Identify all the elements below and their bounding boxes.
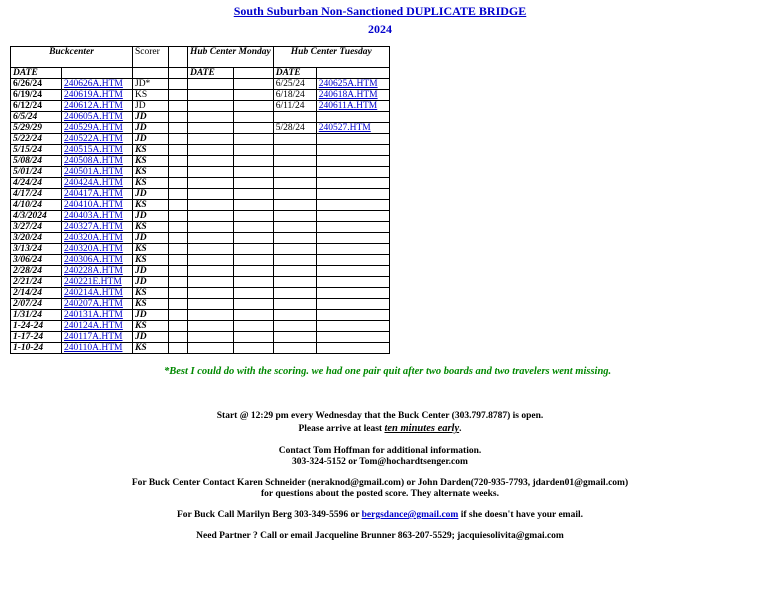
scorer: KS [133, 288, 169, 299]
table-row [11, 266, 390, 277]
monday-date [188, 112, 234, 123]
buck-date: 6/5/24 [11, 112, 62, 123]
table-row [11, 90, 390, 101]
monday-file-link [233, 123, 273, 134]
marilyn-line [0, 510, 760, 521]
arrive-emphasis: ten minutes early [384, 423, 460, 434]
monday-file-link [233, 145, 273, 156]
header-buckcenter: Buckcenter [11, 47, 133, 68]
blank-cell [169, 189, 188, 200]
scorer: JD [133, 134, 169, 145]
blank-cell [169, 79, 188, 90]
table-row [11, 233, 390, 244]
marilyn-suffix: if she doesn't have your email. [458, 510, 583, 520]
table-row [11, 79, 390, 90]
monday-file-link [233, 156, 273, 167]
buck-date: 1-17-24 [11, 332, 62, 343]
buck-date: 6/12/24 [11, 101, 62, 112]
monday-date [188, 233, 234, 244]
monday-file-link [233, 321, 273, 332]
header-blank [169, 47, 188, 68]
buck-file-link[interactable]: 240529A.HTM [62, 123, 133, 134]
buck-date: 3/06/24 [11, 255, 62, 266]
arrive-line [0, 423, 760, 435]
date-label-tuesday: DATE [273, 68, 316, 79]
buck-file-link[interactable]: 240619A.HTM [62, 90, 133, 101]
scorer: KS [133, 255, 169, 266]
blank-cell [169, 255, 188, 266]
tuesday-date [273, 288, 316, 299]
table-row [11, 332, 390, 343]
blank-cell [169, 68, 188, 79]
tuesday-file-link [316, 255, 389, 266]
table-row [11, 112, 390, 123]
blank-cell [169, 211, 188, 222]
scorer: JD [133, 211, 169, 222]
monday-file-link [233, 200, 273, 211]
blank-cell [169, 288, 188, 299]
monday-file-link [233, 244, 273, 255]
table-row [11, 288, 390, 299]
page-title[interactable]: South Suburban Non-Sanctioned DUPLICATE BRIDGE [233, 4, 527, 18]
blank-cell [169, 321, 188, 332]
blank-cell [169, 299, 188, 310]
tuesday-file-link [316, 233, 389, 244]
tuesday-file-link[interactable]: 240618A.HTM [316, 90, 389, 101]
blank-cell [169, 178, 188, 189]
buck-file-link[interactable]: 240221E.HTM [62, 277, 133, 288]
contact-phone: 303-324-5152 or Tom@hochardtsenger.com [292, 457, 468, 467]
blank-cell [133, 68, 169, 79]
tuesday-file-link [316, 244, 389, 255]
buck-contact-line: For Buck Center Contact Karen Schneider (neraknod@gmail.com) or John Darden(720-935-7793, jdarden01@gmail.com) [131, 478, 629, 488]
scoring-note: *Best I could do with the scoring. we had one pair quit after two boards and two travelers went missing. [164, 366, 612, 377]
table-row [11, 299, 390, 310]
monday-date [188, 101, 234, 112]
buck-file-link[interactable]: 240124A.HTM [62, 321, 133, 332]
monday-file-link [233, 288, 273, 299]
monday-date [188, 288, 234, 299]
tuesday-date [273, 145, 316, 156]
buck-date: 2/14/24 [11, 288, 62, 299]
buck-date: 3/20/24 [11, 233, 62, 244]
table-row [11, 244, 390, 255]
buck-file-link[interactable]: 240508A.HTM [62, 156, 133, 167]
header-scorer: Scorer [133, 47, 169, 68]
monday-file-link [233, 189, 273, 200]
tuesday-file-link [316, 211, 389, 222]
tuesday-date [273, 299, 316, 310]
blank-cell [233, 68, 273, 79]
monday-file-link [233, 134, 273, 145]
blank-cell [169, 90, 188, 101]
table-row [11, 134, 390, 145]
monday-date [188, 167, 234, 178]
marilyn-email-link[interactable]: bergsdance@gmail.com [361, 510, 459, 520]
blank-cell [169, 332, 188, 343]
buck-date: 4/17/24 [11, 189, 62, 200]
table-row [11, 123, 390, 134]
tuesday-file-link[interactable]: 240527.HTM [316, 123, 389, 134]
tuesday-date [273, 112, 316, 123]
table-row [11, 200, 390, 211]
buck-file-link[interactable]: 240417A.HTM [62, 189, 133, 200]
tuesday-date [273, 310, 316, 321]
monday-file-link [233, 222, 273, 233]
scorer: KS [133, 178, 169, 189]
table-row [11, 211, 390, 222]
tuesday-date [273, 156, 316, 167]
schedule-table [10, 46, 390, 354]
scorer: JD* [133, 79, 169, 90]
monday-file-link [233, 112, 273, 123]
tuesday-file-link[interactable]: 240611A.HTM [316, 101, 389, 112]
buck-file-link[interactable]: 240131A.HTM [62, 310, 133, 321]
monday-date [188, 211, 234, 222]
monday-date [188, 156, 234, 167]
monday-date [188, 200, 234, 211]
date-label-row [11, 68, 390, 79]
table-header-row [11, 47, 390, 68]
buck-date: 1-10-24 [11, 343, 62, 354]
tuesday-date [273, 321, 316, 332]
monday-date [188, 321, 234, 332]
buck-file-link[interactable]: 240501A.HTM [62, 167, 133, 178]
blank-cell [169, 277, 188, 288]
buck-date: 4/3/2024 [11, 211, 62, 222]
scorer: KS [133, 145, 169, 156]
monday-date [188, 266, 234, 277]
buck-file-link[interactable]: 240228A.HTM [62, 266, 133, 277]
monday-file-link [233, 79, 273, 90]
blank-cell [169, 222, 188, 233]
tuesday-date: 5/28/24 [273, 123, 316, 134]
tuesday-file-link[interactable]: 240625A.HTM [316, 79, 389, 90]
scorer: JD [133, 332, 169, 343]
partner-line: Need Partner ? Call or email Jacqueline Brunner 863-207-5529; jacquiesolivita@gmai.com [196, 531, 564, 541]
tuesday-date [273, 343, 316, 354]
tuesday-date: 6/25/24 [273, 79, 316, 90]
buck-file-link[interactable]: 240410A.HTM [62, 200, 133, 211]
buck-contact-line2: for questions about the posted score. They alternate weeks. [260, 489, 500, 499]
monday-date [188, 123, 234, 134]
buck-date: 4/24/24 [11, 178, 62, 189]
buck-date: 6/19/24 [11, 90, 62, 101]
scorer: KS [133, 222, 169, 233]
buck-date: 5/22/24 [11, 134, 62, 145]
tuesday-date [273, 244, 316, 255]
monday-file-link [233, 299, 273, 310]
buck-file-link[interactable]: 240403A.HTM [62, 211, 133, 222]
monday-file-link [233, 266, 273, 277]
tuesday-date [273, 233, 316, 244]
table-row [11, 101, 390, 112]
blank-cell [169, 244, 188, 255]
monday-date [188, 255, 234, 266]
tuesday-file-link [316, 222, 389, 233]
buck-file-link[interactable]: 240626A.HTM [62, 79, 133, 90]
start-line: Start @ 12:29 pm every Wednesday that the Buck Center (303.797.8787) is open. [216, 411, 544, 421]
tuesday-file-link [316, 189, 389, 200]
buck-date: 1-24-24 [11, 321, 62, 332]
tuesday-date [273, 211, 316, 222]
date-label-buck: DATE [11, 68, 62, 79]
monday-file-link [233, 277, 273, 288]
tuesday-date: 6/18/24 [273, 90, 316, 101]
monday-file-link [233, 101, 273, 112]
tuesday-date [273, 332, 316, 343]
buck-date: 2/21/24 [11, 277, 62, 288]
scorer: KS [133, 343, 169, 354]
buck-file-link[interactable]: 240207A.HTM [62, 299, 133, 310]
arrive-suffix: . [459, 424, 462, 434]
scorer: JD [133, 266, 169, 277]
date-label-monday: DATE [188, 68, 234, 79]
table-row [11, 145, 390, 156]
table-row [11, 255, 390, 266]
tuesday-file-link [316, 332, 389, 343]
buck-file-link[interactable]: 240306A.HTM [62, 255, 133, 266]
tuesday-file-link [316, 288, 389, 299]
table-row [11, 310, 390, 321]
tuesday-date [273, 277, 316, 288]
blank-cell [169, 310, 188, 321]
blank-cell [62, 68, 133, 79]
table-row [11, 189, 390, 200]
blank-cell [169, 134, 188, 145]
buck-file-link[interactable]: 240612A.HTM [62, 101, 133, 112]
scorer: KS [133, 321, 169, 332]
monday-date [188, 189, 234, 200]
monday-date [188, 343, 234, 354]
buck-date: 4/10/24 [11, 200, 62, 211]
scorer: JD [133, 123, 169, 134]
buck-file-link[interactable]: 240515A.HTM [62, 145, 133, 156]
tuesday-date [273, 255, 316, 266]
buck-date: 5/01/24 [11, 167, 62, 178]
tuesday-file-link [316, 156, 389, 167]
tuesday-file-link [316, 200, 389, 211]
scorer: KS [133, 299, 169, 310]
monday-file-link [233, 233, 273, 244]
arrive-prefix: Please arrive at least [298, 424, 385, 434]
tuesday-date [273, 222, 316, 233]
page-year: 2024 [368, 22, 392, 36]
scorer: JD [133, 233, 169, 244]
tuesday-file-link [316, 343, 389, 354]
buck-date: 6/26/24 [11, 79, 62, 90]
monday-date [188, 222, 234, 233]
tuesday-date [273, 134, 316, 145]
buck-file-link[interactable]: 240320A.HTM [62, 244, 133, 255]
tuesday-file-link [316, 167, 389, 178]
tuesday-file-link [316, 145, 389, 156]
scorer: KS [133, 167, 169, 178]
monday-file-link [233, 178, 273, 189]
scorer: JD [133, 277, 169, 288]
buck-date: 1/31/24 [11, 310, 62, 321]
monday-date [188, 310, 234, 321]
scorer: JD [133, 310, 169, 321]
table-row [11, 321, 390, 332]
blank-cell [169, 233, 188, 244]
tuesday-file-link [316, 112, 389, 123]
buck-file-link[interactable]: 240117A.HTM [62, 332, 133, 343]
blank-cell [316, 68, 389, 79]
blank-cell [169, 123, 188, 134]
blank-cell [169, 145, 188, 156]
blank-cell [169, 112, 188, 123]
blank-cell [169, 266, 188, 277]
tuesday-date [273, 200, 316, 211]
scorer: JD [133, 101, 169, 112]
table-row [11, 178, 390, 189]
buck-date: 5/08/24 [11, 156, 62, 167]
header-hub-tuesday: Hub Center Tuesday [273, 47, 389, 68]
buck-file-link[interactable]: 240320A.HTM [62, 233, 133, 244]
table-row [11, 222, 390, 233]
tuesday-date [273, 167, 316, 178]
buck-file-link[interactable]: 240214A.HTM [62, 288, 133, 299]
tuesday-file-link [316, 266, 389, 277]
scorer: JD [133, 112, 169, 123]
buck-date: 2/28/24 [11, 266, 62, 277]
buck-file-link[interactable]: 240110A.HTM [62, 343, 133, 354]
tuesday-date [273, 178, 316, 189]
blank-cell [169, 200, 188, 211]
blank-cell [169, 101, 188, 112]
monday-date [188, 134, 234, 145]
monday-file-link [233, 332, 273, 343]
monday-file-link [233, 90, 273, 101]
scorer: JD [133, 189, 169, 200]
monday-date [188, 244, 234, 255]
contact-line: Contact Tom Hoffman for additional information. [278, 446, 482, 456]
buck-file-link[interactable]: 240327A.HTM [62, 222, 133, 233]
monday-file-link [233, 343, 273, 354]
monday-file-link [233, 167, 273, 178]
table-row [11, 343, 390, 354]
tuesday-file-link [316, 134, 389, 145]
buck-date: 2/07/24 [11, 299, 62, 310]
buck-date: 5/29/29 [11, 123, 62, 134]
monday-date [188, 79, 234, 90]
scorer: KS [133, 244, 169, 255]
buck-date: 5/15/24 [11, 145, 62, 156]
monday-date [188, 332, 234, 343]
tuesday-file-link [316, 277, 389, 288]
tuesday-date [273, 189, 316, 200]
buck-date: 3/13/24 [11, 244, 62, 255]
scorer: KS [133, 156, 169, 167]
blank-cell [169, 156, 188, 167]
monday-date [188, 178, 234, 189]
tuesday-date [273, 266, 316, 277]
table-row [11, 277, 390, 288]
monday-file-link [233, 211, 273, 222]
monday-date [188, 299, 234, 310]
tuesday-file-link [316, 299, 389, 310]
table-row [11, 156, 390, 167]
header-hub-monday: Hub Center Monday [188, 47, 274, 68]
tuesday-file-link [316, 321, 389, 332]
monday-date [188, 90, 234, 101]
table-row [11, 167, 390, 178]
monday-date [188, 277, 234, 288]
buck-date: 3/27/24 [11, 222, 62, 233]
monday-file-link [233, 310, 273, 321]
blank-cell [169, 343, 188, 354]
scorer: KS [133, 200, 169, 211]
buck-file-link[interactable]: 240605A.HTM [62, 112, 133, 123]
tuesday-file-link [316, 178, 389, 189]
marilyn-prefix: For Buck Call Marilyn Berg 303-349-5596 or [177, 510, 362, 520]
tuesday-file-link [316, 310, 389, 321]
scorer: KS [133, 90, 169, 101]
buck-file-link[interactable]: 240522A.HTM [62, 134, 133, 145]
monday-date [188, 145, 234, 156]
monday-file-link [233, 255, 273, 266]
buck-file-link[interactable]: 240424A.HTM [62, 178, 133, 189]
tuesday-date: 6/11/24 [273, 101, 316, 112]
blank-cell [169, 167, 188, 178]
